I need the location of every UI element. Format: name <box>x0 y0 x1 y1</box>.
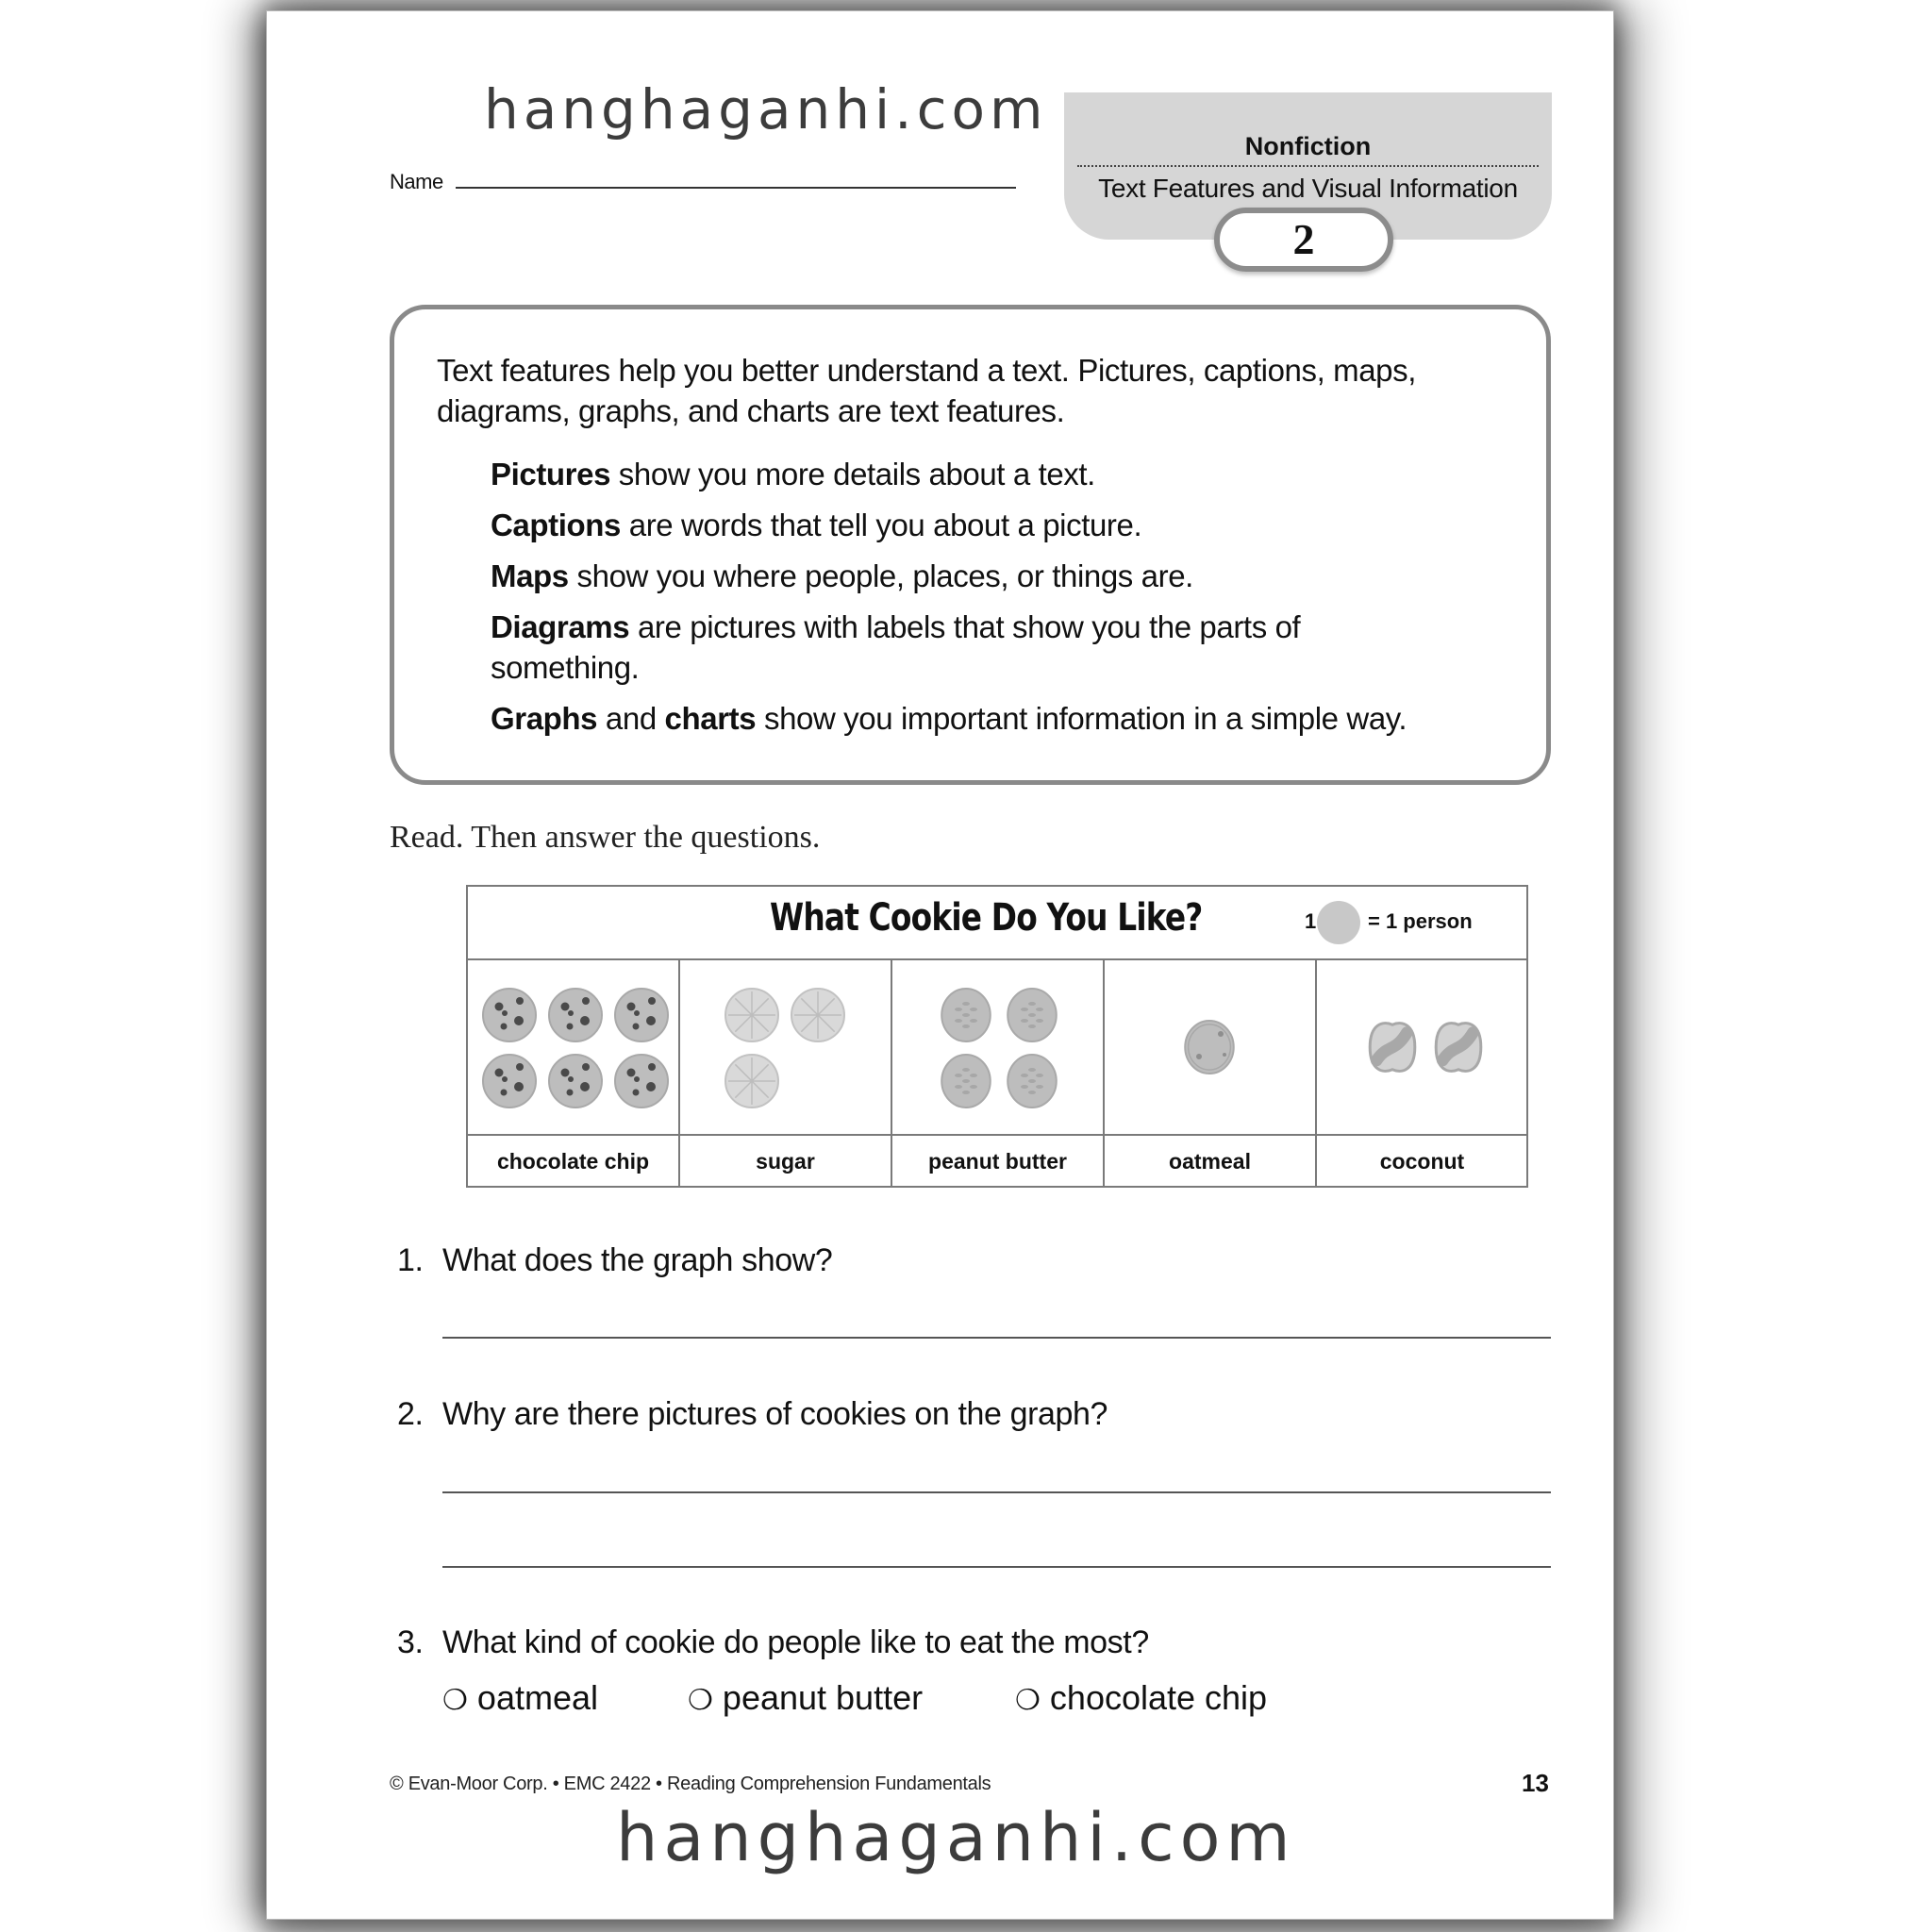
lesson-subtitle: Text Features and Visual Information <box>1098 174 1518 203</box>
oat-cookie-icon <box>1185 1021 1234 1074</box>
question-2-number: 2. <box>397 1396 424 1432</box>
sugar-cookie-icon <box>791 989 844 1041</box>
unit-number-badge: 2 <box>1214 208 1393 272</box>
watermark-top: hanghaganhi.com <box>484 77 1048 142</box>
pictograph-column <box>680 960 892 1186</box>
category-label: peanut butter <box>928 1149 1067 1174</box>
definition-graphs-charts <box>491 698 1528 739</box>
chip-cookie-icon <box>615 989 668 1041</box>
definition-text: show you where people, places, or things are. <box>568 558 1193 593</box>
cookie-icons-cell <box>680 960 891 1136</box>
category-label: oatmeal <box>1169 1149 1251 1174</box>
term: Diagrams <box>491 609 630 644</box>
answer-line-2b[interactable] <box>442 1566 1551 1568</box>
question-1-number: 1. <box>397 1242 424 1278</box>
pictograph-column <box>1317 960 1529 1186</box>
pictograph-header <box>468 887 1526 960</box>
option-chocolate-chip[interactable] <box>1015 1678 1267 1718</box>
cookie-icons-cell <box>1317 960 1527 1136</box>
sugar-cookie-icon <box>725 989 778 1041</box>
cookie-icons-cell <box>1105 960 1315 1136</box>
chip-cookie-icon <box>483 989 536 1041</box>
category-label: chocolate chip <box>496 1149 650 1174</box>
name-label: Name <box>390 170 443 193</box>
radio-circle-icon[interactable]: ❍ <box>1015 1685 1041 1716</box>
name-field[interactable] <box>456 187 1016 189</box>
intro-text: Text features help you better understand a text. Pictures, captions, maps, diagrams, graphs, and charts are text features. <box>437 353 1416 428</box>
term: Maps <box>491 558 569 593</box>
info-box <box>390 305 1551 785</box>
definition-text: show you more details about a text. <box>610 457 1095 491</box>
peanut-cookie-icon <box>941 989 991 1041</box>
question-2-text: Why are there pictures of cookies on the graph? <box>442 1396 1108 1432</box>
dotted-divider <box>1077 165 1539 167</box>
pictograph-column <box>468 960 680 1186</box>
legend-cookie-icon <box>1317 901 1360 944</box>
definition-captions <box>491 505 1528 545</box>
answer-line-1[interactable] <box>442 1337 1551 1339</box>
option-label: oatmeal <box>476 1678 598 1717</box>
page-number: 13 <box>1522 1769 1549 1797</box>
category-label: coconut <box>1379 1149 1465 1174</box>
watermark-bottom: hanghaganhi.com <box>616 1799 1296 1876</box>
chip-cookie-icon <box>615 1055 668 1108</box>
question-1-text: What does the graph show? <box>442 1242 833 1278</box>
definition-diagrams <box>491 607 1358 688</box>
category-label: sugar <box>756 1149 815 1174</box>
pictograph-column <box>892 960 1105 1186</box>
term: Captions <box>491 508 621 542</box>
chip-cookie-icon <box>549 989 602 1041</box>
coconut-cookie-icon <box>1436 1024 1481 1072</box>
chip-cookie-icon <box>549 1055 602 1108</box>
legend-text: = 1 person <box>1368 909 1473 933</box>
worksheet-page <box>267 11 1613 1919</box>
option-label: chocolate chip <box>1049 1678 1268 1717</box>
sugar-cookie-icon <box>725 1055 778 1108</box>
chart-title: What Cookie Do You Like? <box>770 896 1203 940</box>
answer-line-2a[interactable] <box>442 1491 1551 1493</box>
instruction-text: Read. Then answer the questions. <box>390 820 821 855</box>
cookie-icons <box>1105 960 1315 1134</box>
definition-pictures <box>491 454 1528 494</box>
cookie-icons-cell <box>892 960 1103 1136</box>
option-oatmeal[interactable] <box>442 1678 598 1718</box>
question-3-number: 3. <box>397 1624 424 1660</box>
term: charts <box>664 701 757 736</box>
option-label: peanut butter <box>722 1678 924 1717</box>
cookie-icons <box>468 960 678 1134</box>
option-peanut-butter[interactable] <box>688 1678 923 1718</box>
definition-text: are words that tell you about a picture. <box>620 508 1142 542</box>
connector-text: and <box>597 701 665 736</box>
cookie-icons <box>680 960 891 1134</box>
cookie-icons <box>892 960 1103 1134</box>
cookie-icons <box>1317 960 1527 1134</box>
peanut-cookie-icon <box>1008 989 1057 1041</box>
peanut-cookie-icon <box>1008 1055 1057 1108</box>
legend-count: 1 <box>1305 909 1317 933</box>
radio-circle-icon[interactable]: ❍ <box>688 1685 713 1716</box>
footer-credit: © Evan-Moor Corp. • EMC 2422 • Reading Comprehension Fundamentals <box>390 1774 991 1794</box>
cookie-icons-cell <box>468 960 678 1136</box>
peanut-cookie-icon <box>941 1055 991 1108</box>
term: Graphs <box>491 701 598 736</box>
question-3-text: What kind of cookie do people like to eat the most? <box>442 1624 1149 1660</box>
coconut-cookie-icon <box>1370 1024 1415 1072</box>
chip-cookie-icon <box>483 1055 536 1108</box>
definition-text: show you important information in a simple way. <box>756 701 1407 736</box>
pictograph <box>466 885 1528 1188</box>
term: Pictures <box>491 457 611 491</box>
definition-maps <box>491 556 1528 596</box>
pictograph-column <box>1105 960 1317 1186</box>
definition-text: are pictures with labels that show you the parts of something. <box>491 609 1301 685</box>
category-title: Nonfiction <box>1244 132 1372 160</box>
radio-circle-icon[interactable]: ❍ <box>442 1685 468 1716</box>
